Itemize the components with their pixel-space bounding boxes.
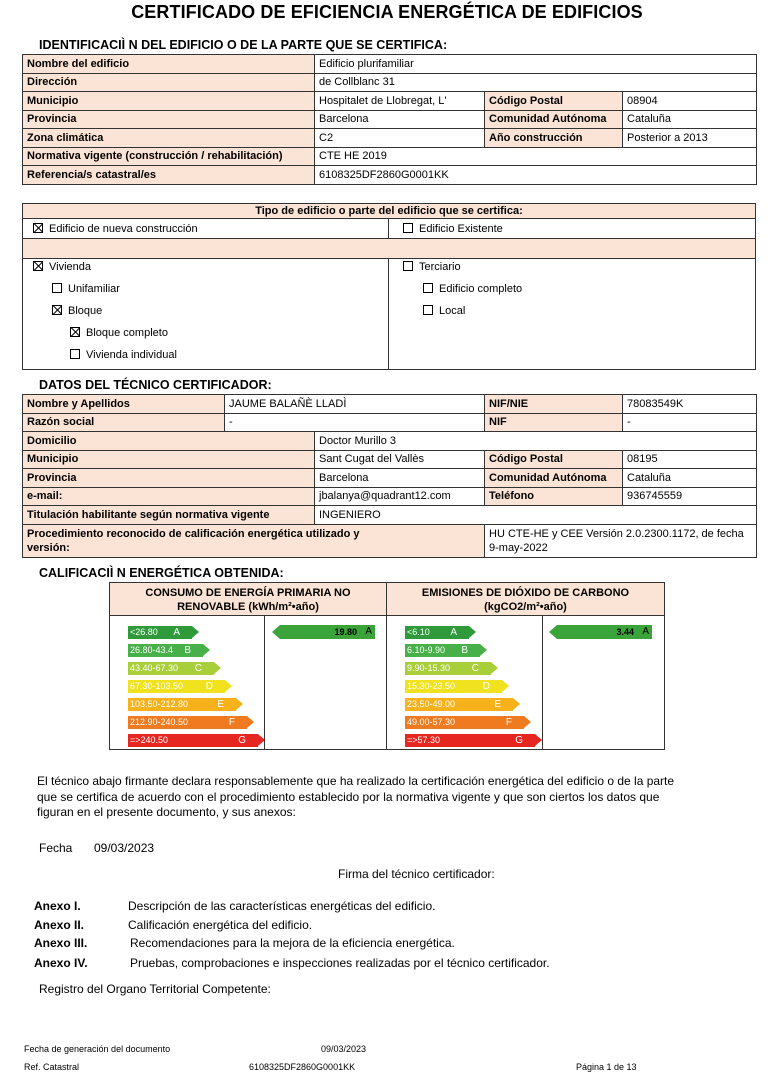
procedure-label-line-1: Procedimiento reconocido de calificación energética utilizado y [27,527,360,540]
building-section-heading: IDENTIFICACIÌ N DEL EDIFICIO O DE LA PARTE QUE SE CERTIFICA: [39,38,448,52]
tech-nif-nie-label: NIF/NIE [485,395,623,414]
co2-bar-b [405,644,480,657]
unifamiliar-option[interactable] [52,283,120,295]
footer-page-number: Página 1 de 13 [576,1062,637,1072]
tech-procedure-label [23,524,485,557]
energy-letter-a: A [173,627,180,638]
building-address-label: Dirección [23,73,315,92]
terciario-label: Terciario [419,261,461,273]
tech-degree-label: Titulación habilitante según normativa vigente [23,506,315,525]
footer-generation-label: Fecha de generación del documento [24,1044,171,1054]
footer-generation-date: 09/03/2023 [321,1044,367,1054]
co2-letter-d: D [482,681,490,692]
co2-bar-a [405,626,469,639]
date-value: 09/03/2023 [94,841,155,855]
unifamiliar-label: Unifamiliar [68,283,120,295]
energy-range-c: 43.40-67.30 [130,663,179,673]
building-climate-label: Zona climática [23,129,315,148]
building-postal-value: 08904 [623,92,757,111]
building-table [22,54,757,185]
checkbox-empty-icon [403,261,413,271]
co2-range-c: 9.90-15.30 [407,663,451,673]
checkbox-empty-icon [423,305,433,315]
date-label: Fecha [39,841,73,855]
building-regulation-label: Normativa vigente (construcción / rehabilitación) [23,147,315,166]
energy-letter-b: B [184,645,191,656]
energy-letter-c: C [194,663,202,674]
tech-name-value: JAUME BALAÑÈ LLADÌ [225,395,485,414]
building-address-value: de Collblanc 31 [315,73,757,92]
co2-range-d: 15.30-23.50 [407,681,456,691]
co2-range-b: 6.10-9.90 [407,645,446,655]
co2-result-value: 3.44 [616,627,634,637]
arrow-left-icon [272,625,280,639]
arrow-right-icon [491,662,498,674]
tech-company-label: Razón social [23,413,225,432]
arrow-right-icon [258,734,265,746]
bloque-completo-label: Bloque completo [86,327,168,339]
arrow-left-icon [549,625,557,639]
declaration-line-1: El técnico abajo firmante declara responsablemente que ha realizado la certificación energética del edificio o de la parte [37,774,675,788]
co2-range-a: <6.10 [407,627,430,637]
tech-company-value: - [225,413,485,432]
existing-building-option[interactable] [403,223,503,235]
energy-letter-e: E [217,699,224,710]
energy-col-divider [264,616,265,750]
tech-city-value: Sant Cugat del Vallès [315,450,485,469]
local-option[interactable] [423,305,465,317]
building-postal-label: Código Postal [485,92,623,111]
checkbox-empty-icon [423,283,433,293]
tech-nif-nie-value: 78083549K [623,395,757,414]
building-name-value: Edificio plurifamiliar [315,55,757,74]
energy-range-a: <26.80 [130,627,158,637]
building-type-header: Tipo de edificio o parte del edificio que se certifica: [22,203,756,219]
co2-letter-c: C [471,663,479,674]
arrow-right-icon [247,716,254,728]
tech-name-label: Nombre y Apellidos [23,395,225,414]
energy-bar-e [128,698,236,711]
tech-phone-label: Teléfono [485,487,623,506]
co2-result-arrow [557,625,652,639]
co2-header-line-2: (kgCO2/m²•año) [484,601,567,613]
arrow-right-icon [513,698,520,710]
co2-header [386,582,665,616]
procedure-value-line-1: HU CTE-HE y CEE Versión 2.0.2300.1172, de fecha [489,527,744,540]
checkbox-checked-icon [70,327,80,337]
bloque-completo-option[interactable] [70,327,168,339]
new-building-option[interactable] [33,223,198,235]
checkbox-checked-icon [33,223,43,233]
building-province-value: Barcelona [315,110,485,129]
building-province-label: Provincia [23,110,315,129]
tech-postal-label: Código Postal [485,450,623,469]
energy-range-b: 26.80-43.4 [130,645,174,655]
annex-1-label: Anexo I. [34,899,81,913]
tech-nif-value: - [623,413,757,432]
tech-email-value: jbalanya@quadrant12.com [315,487,485,506]
building-year-label: Año construcción [485,129,623,148]
annex-4-text: Pruebas, comprobaciones e inspecciones realizadas por el técnico certificador. [130,956,550,970]
annex-2-text: Calificación energética del edificio. [128,918,313,932]
energy-header-line-2: RENOVABLE (kWh/m²•año) [177,601,319,613]
arrow-right-icon [203,644,210,656]
co2-col-divider [542,616,543,750]
bloque-option[interactable] [52,305,102,317]
co2-letter-a: A [450,627,457,638]
annex-2-label: Anexo II. [34,918,85,932]
tech-province-value: Barcelona [315,469,485,488]
type-col-divider-2 [388,258,389,370]
tech-section-heading: DATOS DEL TÉCNICO CERTIFICADOR: [39,378,272,392]
tech-address-value: Doctor Murillo 3 [315,432,757,451]
tech-region-value: Cataluña [623,469,757,488]
vivienda-individual-label: Vivienda individual [86,349,177,361]
energy-result-value: 19.80 [334,627,357,637]
arrow-right-icon [192,626,199,638]
energy-range-f: 212.90-240.50 [130,717,189,727]
declaration-line-3: figuran en el presente documento, y sus anexos: [37,805,296,819]
existing-building-label: Edificio Existente [419,223,503,235]
building-region-label: Comunidad Autónoma [485,110,623,129]
checkbox-checked-icon [52,305,62,315]
tech-degree-value: INGENIERO [315,506,757,525]
tech-procedure-value [485,524,757,557]
arrow-right-icon [214,662,221,674]
energy-bar-a [128,626,192,639]
energy-bar-b [128,644,203,657]
energy-letter-d: D [205,681,213,692]
building-cadastral-value: 6108325DF2860G0001KK [315,166,757,185]
building-city-label: Municipio [23,92,315,111]
energy-range-d: 67.30-103.50 [130,681,184,691]
vivienda-option[interactable] [33,261,91,273]
arrow-right-icon [480,644,487,656]
checkbox-checked-icon [33,261,43,271]
type-separator-row [22,239,756,258]
checkbox-empty-icon [52,283,62,293]
new-building-label: Edificio de nueva construcción [49,223,198,235]
signature-label: Firma del técnico certificador: [338,867,495,881]
vivienda-individual-option[interactable] [70,349,177,361]
document-title: CERTIFICADO DE EFICIENCIA ENERGÉTICA DE EDIFICIOS [131,2,643,22]
registry-label: Registro del Organo Territorial Competente: [39,982,271,996]
energy-bar-f [128,716,247,729]
type-col-divider-1 [388,219,389,239]
tech-phone-value: 936745559 [623,487,757,506]
energy-bar-d [128,680,225,693]
building-regulation-value: CTE HE 2019 [315,147,757,166]
energy-header-line-1: CONSUMO DE ENERGÍA PRIMARIA NO [145,587,351,599]
arrow-right-icon [502,680,509,692]
co2-result-letter: A [642,626,649,637]
annex-3-label: Anexo III. [34,936,88,950]
tech-province-label: Provincia [23,469,315,488]
tech-table [22,394,757,558]
declaration-line-2: que se certifica de acuerdo con el procedimiento establecido por la normativa vigente y que son ciertos los datos que [37,790,660,804]
co2-range-f: 49.00-57.30 [407,717,456,727]
building-name-label: Nombre del edificio [23,55,315,74]
procedure-value-line-2: 9-may-2022 [489,541,548,554]
bloque-label: Bloque [68,305,103,317]
annex-3-text: Recomendaciones para la mejora de la eficiencia energética. [130,936,455,950]
co2-range-g: =>57.30 [407,735,441,745]
energy-header [109,582,387,616]
tech-city-label: Municipio [23,450,315,469]
energy-result-arrow [280,625,375,639]
co2-bar-d [405,680,502,693]
footer-ref-label: Ref. Catastral [24,1062,80,1072]
rating-mid-divider [386,616,387,750]
tech-region-label: Comunidad Autónoma [485,469,623,488]
co2-letter-f: F [505,717,512,728]
arrow-right-icon [469,626,476,638]
rating-section-heading: CALIFICACIÌ N ENERGÉTICA OBTENIDA: [39,566,284,580]
building-year-value: Posterior a 2013 [623,129,757,148]
energy-letter-f: F [228,717,235,728]
checkbox-empty-icon [70,349,80,359]
building-region-value: Cataluña [623,110,757,129]
edificio-completo-option[interactable] [423,283,522,295]
arrow-right-icon [236,698,243,710]
checkbox-empty-icon [403,223,413,233]
energy-bar-g [128,734,258,747]
tech-address-label: Domicilio [23,432,315,451]
co2-letter-e: E [494,699,501,710]
energy-bar-c [128,662,214,675]
energy-range-e: 103.50-212.80 [130,699,189,709]
co2-letter-b: B [461,645,468,656]
local-label: Local [439,305,466,317]
procedure-label-line-2: versión: [27,541,70,554]
arrow-right-icon [535,734,542,746]
building-cadastral-label: Referencia/s catastral/es [23,166,315,185]
co2-header-line-1: EMISIONES DE DIÓXIDO DE CARBONO [421,587,630,599]
tech-postal-value: 08195 [623,450,757,469]
arrow-right-icon [524,716,531,728]
co2-bar-c [405,662,491,675]
type-divider [22,258,756,259]
co2-bar-f [405,716,524,729]
annex-4-label: Anexo IV. [34,956,88,970]
vivienda-label: Vivienda [49,261,91,273]
tech-email-label: e-mail: [23,487,315,506]
footer-ref-value: 6108325DF2860G0001KK [249,1062,356,1072]
terciario-option[interactable] [403,261,461,273]
building-climate-value: C2 [315,129,485,148]
co2-bar-g [405,734,535,747]
edificio-completo-label: Edificio completo [439,283,523,295]
building-city-value: Hospitalet de Llobregat, L' [315,92,485,111]
energy-result-letter: A [365,626,372,637]
co2-range-e: 23.50-49.00 [407,699,456,709]
energy-range-g: =>240.50 [130,735,169,745]
energy-letter-g: G [238,735,246,746]
arrow-right-icon [225,680,232,692]
annex-1-text: Descripción de las características energéticas del edificio. [128,899,436,913]
tech-nif-label: NIF [485,413,623,432]
co2-bar-e [405,698,513,711]
co2-letter-g: G [515,735,523,746]
